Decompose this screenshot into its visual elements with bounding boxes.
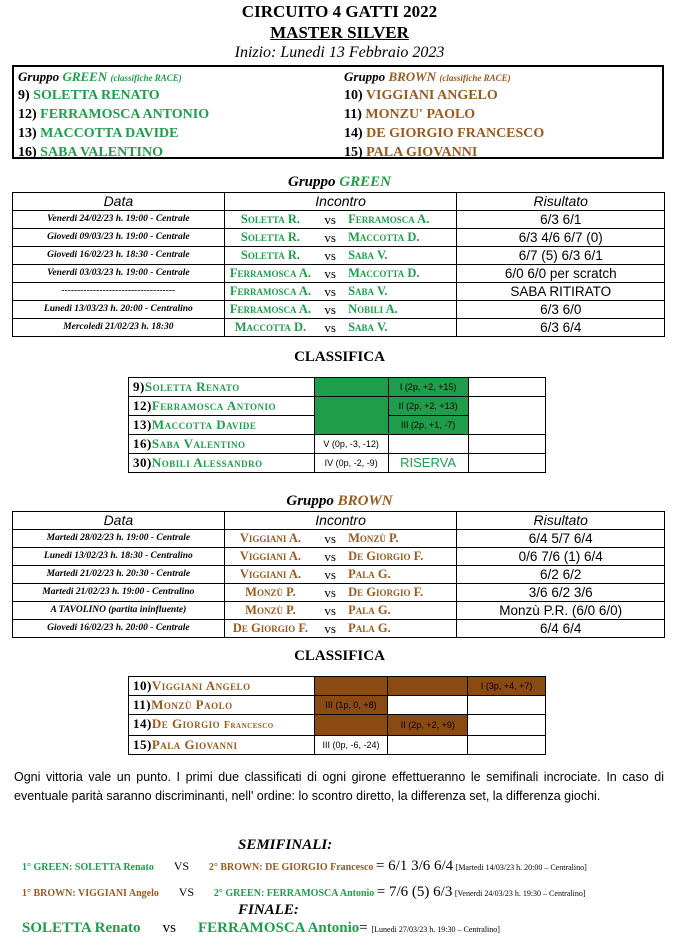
semifinal-player2: 2° BROWN: DE GIORGIO Francesco bbox=[208, 862, 374, 873]
semifinal-row bbox=[22, 858, 587, 875]
match-player1: Soletta R. bbox=[224, 247, 316, 265]
standing-name: Pala Giovanni bbox=[151, 737, 238, 752]
group-green-heading bbox=[18, 67, 209, 86]
match-player1: Monzù P. bbox=[224, 602, 316, 620]
group-note: (classifiche RACE) bbox=[439, 73, 511, 83]
match-player2: Saba V. bbox=[344, 319, 457, 337]
standing-rank: II (2p, +2, +13) bbox=[388, 397, 468, 416]
result-cell bbox=[388, 696, 468, 715]
match-row bbox=[13, 530, 665, 548]
group-player bbox=[18, 86, 209, 105]
match-row bbox=[13, 566, 665, 584]
standing-seed: 10) bbox=[133, 678, 152, 693]
match-date: Lunedi 13/02/23 h. 18:30 - Centralino bbox=[13, 548, 225, 566]
group-green-column bbox=[18, 67, 209, 162]
semifinal-player2: 2° GREEN: FERRAMOSCA Antonio bbox=[213, 888, 375, 899]
match-player1: Viggiani A. bbox=[224, 530, 316, 548]
match-player2: Pala G. bbox=[344, 620, 457, 638]
result-cell bbox=[314, 397, 388, 435]
match-row bbox=[13, 620, 665, 638]
standing-seed: 13) bbox=[133, 417, 152, 432]
match-vs: vs bbox=[316, 602, 344, 620]
standing-player bbox=[129, 416, 315, 435]
result-cell bbox=[388, 435, 468, 454]
final-score: = bbox=[359, 920, 368, 936]
group-name: GREEN bbox=[62, 69, 108, 84]
match-date: Mercoledi 21/02/23 h. 18:30 bbox=[13, 319, 225, 337]
standing-player bbox=[129, 715, 315, 736]
match-player2: De Giorgio F. bbox=[344, 584, 457, 602]
semifinal-score: = 6/1 3/6 6/4 bbox=[375, 858, 454, 874]
standing-rank: III (0p, -6, -24) bbox=[314, 736, 388, 755]
standing-seed: 12) bbox=[133, 398, 152, 413]
match-vs: vs bbox=[316, 620, 344, 638]
group-name: BROWN bbox=[388, 69, 437, 84]
group-brown-heading bbox=[344, 67, 544, 86]
match-vs: vs bbox=[316, 283, 344, 301]
standing-name-small: Francesco bbox=[223, 720, 274, 731]
match-result: 6/7 (5) 6/3 6/1 bbox=[457, 247, 665, 265]
match-player2: Maccotta D. bbox=[344, 265, 457, 283]
semifinal-player1: 1° BROWN: VIGGIANI Angelo bbox=[22, 888, 159, 899]
match-result: Monzù P.R. (6/0 6/0) bbox=[457, 602, 665, 620]
standing-player bbox=[129, 397, 315, 416]
header-date: Data bbox=[13, 512, 225, 530]
final-player1: SOLETTA Renato bbox=[22, 920, 141, 936]
match-date: ------------------------------------ bbox=[13, 283, 225, 301]
group-player bbox=[18, 105, 209, 124]
match-date: Giovedi 16/02/23 h. 20:00 - Centrale bbox=[13, 620, 225, 638]
green-standings-table bbox=[128, 377, 546, 473]
match-player1: Ferramosca A. bbox=[224, 283, 316, 301]
match-player2: De Giorgio F. bbox=[344, 548, 457, 566]
standing-rank: II (2p, +2, +9) bbox=[388, 715, 468, 736]
match-result: 6/3 6/1 bbox=[457, 211, 665, 229]
match-result: 6/4 6/4 bbox=[457, 620, 665, 638]
match-result: 0/6 7/6 (1) 6/4 bbox=[457, 548, 665, 566]
player-name: MONZU' PAOLO bbox=[365, 107, 476, 122]
match-vs: vs bbox=[316, 530, 344, 548]
standing-seed: 11) bbox=[133, 697, 152, 712]
green-section-title bbox=[0, 174, 679, 191]
match-date: Giovedi 09/03/23 h. 19:00 - Centrale bbox=[13, 229, 225, 247]
standing-seed: 30) bbox=[133, 455, 152, 470]
standing-player bbox=[129, 736, 315, 755]
brown-standings-table bbox=[128, 676, 546, 755]
result-cell bbox=[468, 435, 545, 454]
player-seed: 16) bbox=[18, 145, 37, 160]
standing-name: Maccotta Davide bbox=[151, 417, 257, 432]
brown-standings-title: CLASSIFICA bbox=[294, 648, 385, 664]
result-cell bbox=[314, 677, 388, 696]
standing-row bbox=[129, 435, 546, 454]
semifinals-title: SEMIFINALI: bbox=[238, 837, 333, 853]
section-prefix: Gruppo bbox=[286, 493, 334, 509]
group-player bbox=[18, 143, 209, 162]
page-title: CIRCUITO 4 GATTI 2022 bbox=[241, 2, 438, 21]
match-player2: Monzù P. bbox=[344, 530, 457, 548]
match-player1: Ferramosca A. bbox=[224, 301, 316, 319]
match-player1: Soletta R. bbox=[224, 211, 316, 229]
match-date: Martedi 21/02/23 h. 20:30 - Centrale bbox=[13, 566, 225, 584]
match-date: Venerdi 03/03/23 h. 19:00 - Centrale bbox=[13, 265, 225, 283]
match-row bbox=[13, 602, 665, 620]
match-row bbox=[13, 584, 665, 602]
result-cell bbox=[468, 397, 545, 435]
match-row bbox=[13, 229, 665, 247]
match-player2: Nobili A. bbox=[344, 301, 457, 319]
match-row bbox=[13, 265, 665, 283]
standing-name: Viggiani Angelo bbox=[151, 678, 251, 693]
result-cell bbox=[468, 715, 546, 736]
semifinal-row bbox=[22, 884, 586, 901]
match-player2: Saba V. bbox=[344, 247, 457, 265]
match-result: 6/3 6/0 bbox=[457, 301, 665, 319]
header-result: Risultato bbox=[457, 512, 665, 530]
standing-rank: V (0p, -3, -12) bbox=[314, 435, 388, 454]
standing-row bbox=[129, 677, 546, 696]
standing-rank: I (3p, +4, +7) bbox=[468, 677, 546, 696]
standing-name: De Giorgio bbox=[151, 716, 221, 731]
final-note: [Lunedi 27/03/23 h. 19:30 – Centralino] bbox=[371, 925, 500, 934]
match-player1: Maccotta D. bbox=[224, 319, 316, 337]
match-vs: vs bbox=[316, 319, 344, 337]
player-name: SOLETTA RENATO bbox=[33, 88, 160, 103]
match-player1: Viggiani A. bbox=[224, 548, 316, 566]
match-row bbox=[13, 283, 665, 301]
match-player2: Pala G. bbox=[344, 602, 457, 620]
standing-seed: 14) bbox=[133, 716, 152, 731]
match-result: 6/4 5/7 6/4 bbox=[457, 530, 665, 548]
semifinal-vs: VS bbox=[178, 885, 195, 899]
standing-rank: III (2p, +1, -7) bbox=[388, 416, 468, 435]
match-vs: vs bbox=[316, 566, 344, 584]
match-date: Martedi 21/02/23 h. 19:00 - Centralino bbox=[13, 584, 225, 602]
header-match: Incontro bbox=[224, 193, 457, 211]
standing-name: Soletta Renato bbox=[144, 379, 240, 394]
rules-text: Ogni vittoria vale un punto. I primi due classificati di ogni girone effettueranno le semifinali incrociate. In caso di eventuale parità saranno discriminanti, nell' ordine: lo scontro diretto, la differenza set, la differenza giochi. bbox=[14, 770, 664, 803]
match-result: 6/2 6/2 bbox=[457, 566, 665, 584]
start-date: Inizio: Lunedi 13 Febbraio 2023 bbox=[234, 44, 445, 61]
standing-rank: IV (0p, -2, -9) bbox=[314, 454, 388, 473]
result-cell bbox=[468, 696, 546, 715]
match-date: Venerdi 24/02/23 h. 19:00 - Centrale bbox=[13, 211, 225, 229]
match-player1: Monzù P. bbox=[224, 584, 316, 602]
player-seed: 12) bbox=[18, 107, 37, 122]
table-header-row bbox=[13, 512, 665, 530]
group-player bbox=[344, 124, 544, 143]
match-date: Martedi 28/02/23 h. 19:00 - Centrale bbox=[13, 530, 225, 548]
player-name: VIGGIANI ANGELO bbox=[365, 88, 498, 103]
standing-player bbox=[129, 435, 315, 454]
header-result: Risultato bbox=[457, 193, 665, 211]
final-vs: vs bbox=[162, 920, 176, 936]
standing-row bbox=[129, 736, 546, 755]
standing-rank: I (2p, +2, +15) bbox=[388, 378, 468, 397]
green-matches-table bbox=[12, 192, 665, 337]
player-seed: 9) bbox=[18, 88, 30, 103]
standing-player bbox=[129, 696, 315, 715]
standing-player bbox=[129, 378, 315, 397]
standing-player bbox=[129, 677, 315, 696]
standing-player bbox=[129, 454, 315, 473]
header-date: Data bbox=[13, 193, 225, 211]
match-player2: Pala G. bbox=[344, 566, 457, 584]
player-name: MACCOTTA DAVIDE bbox=[40, 126, 179, 141]
result-cell bbox=[388, 736, 468, 755]
match-player1: Viggiani A. bbox=[224, 566, 316, 584]
standing-seed: 15) bbox=[133, 737, 152, 752]
result-cell bbox=[468, 736, 546, 755]
result-cell bbox=[314, 715, 388, 736]
match-date: A TAVOLINO (partita ininfluente) bbox=[13, 602, 225, 620]
player-seed: 10) bbox=[344, 88, 363, 103]
final-player2: FERRAMOSCA Antonio bbox=[198, 920, 360, 936]
page-subtitle: MASTER SILVER bbox=[270, 23, 409, 42]
standing-row bbox=[129, 378, 546, 397]
standing-name: Nobili Alessandro bbox=[151, 455, 263, 470]
match-player1: Ferramosca A. bbox=[224, 265, 316, 283]
group-label: Gruppo bbox=[18, 69, 60, 84]
green-standings-title: CLASSIFICA bbox=[294, 349, 385, 365]
group-player bbox=[344, 86, 544, 105]
match-vs: vs bbox=[316, 584, 344, 602]
group-player bbox=[344, 105, 544, 124]
standing-row bbox=[129, 397, 546, 416]
standing-row bbox=[129, 454, 546, 473]
result-cell bbox=[468, 454, 545, 473]
final-row bbox=[22, 920, 500, 937]
match-result: 6/3 6/4 bbox=[457, 319, 665, 337]
match-player1: Soletta R. bbox=[224, 229, 316, 247]
brown-section-title bbox=[0, 493, 679, 510]
match-vs: vs bbox=[316, 301, 344, 319]
match-row bbox=[13, 319, 665, 337]
player-seed: 15) bbox=[344, 145, 363, 160]
final-title: FINALE: bbox=[238, 902, 299, 918]
group-note: (classifiche RACE) bbox=[110, 73, 182, 83]
match-player2: Ferramosca A. bbox=[344, 211, 457, 229]
standing-row bbox=[129, 696, 546, 715]
match-row bbox=[13, 301, 665, 319]
match-result: 6/0 6/0 per scratch bbox=[457, 265, 665, 283]
table-header-row bbox=[13, 193, 665, 211]
player-name: PALA GIOVANNI bbox=[366, 145, 478, 160]
standing-row bbox=[129, 715, 546, 736]
semifinal-note: [Venerdi 24/03/23 h. 19:30 – Centralino] bbox=[454, 889, 586, 898]
group-label: Gruppo bbox=[344, 69, 386, 84]
result-cell bbox=[468, 378, 545, 397]
match-player2: Saba V. bbox=[344, 283, 457, 301]
match-row bbox=[13, 211, 665, 229]
semifinal-player1: 1° GREEN: SOLETTA Renato bbox=[22, 862, 154, 873]
match-date: Giovedi 16/02/23 h. 18:30 - Centrale bbox=[13, 247, 225, 265]
group-brown-column bbox=[344, 67, 544, 162]
match-player2: Maccotta D. bbox=[344, 229, 457, 247]
match-result: 3/6 6/2 3/6 bbox=[457, 584, 665, 602]
match-row bbox=[13, 548, 665, 566]
section-prefix: Gruppo bbox=[288, 174, 336, 190]
match-row bbox=[13, 247, 665, 265]
standing-reserve: RISERVA bbox=[388, 454, 468, 473]
match-result: 6/3 4/6 6/7 (0) bbox=[457, 229, 665, 247]
group-player bbox=[18, 124, 209, 143]
match-vs: vs bbox=[316, 265, 344, 283]
match-date: Lunedi 13/03/23 h. 20:00 - Centralino bbox=[13, 301, 225, 319]
player-name: SABA VALENTINO bbox=[40, 145, 163, 160]
standing-name: Monzù Paolo bbox=[151, 697, 233, 712]
match-vs: vs bbox=[316, 548, 344, 566]
semifinal-score: = 7/6 (5) 6/3 bbox=[376, 884, 453, 900]
semifinal-note: [Martedi 14/03/23 h. 20:00 – Centralino] bbox=[455, 863, 587, 872]
match-vs: vs bbox=[316, 211, 344, 229]
result-cell bbox=[314, 378, 388, 397]
standing-seed: 16) bbox=[133, 436, 152, 451]
match-player1: De Giorgio F. bbox=[224, 620, 316, 638]
section-name: BROWN bbox=[337, 493, 393, 509]
match-vs: vs bbox=[316, 229, 344, 247]
section-name: GREEN bbox=[339, 174, 391, 190]
match-vs: vs bbox=[316, 247, 344, 265]
match-result: SABA RITIRATO bbox=[457, 283, 665, 301]
player-seed: 14) bbox=[344, 126, 363, 141]
player-seed: 13) bbox=[18, 126, 37, 141]
standing-rank: III (1p, 0, +8) bbox=[314, 696, 388, 715]
header-match: Incontro bbox=[224, 512, 457, 530]
standing-name: Saba Valentino bbox=[151, 436, 246, 451]
groups-box bbox=[12, 65, 664, 159]
brown-matches-table bbox=[12, 511, 665, 638]
standing-name: Ferramosca Antonio bbox=[151, 398, 277, 413]
group-player bbox=[344, 143, 544, 162]
result-cell bbox=[388, 677, 468, 696]
semifinal-vs: VS bbox=[173, 859, 190, 873]
player-seed: 11) bbox=[344, 107, 362, 122]
standing-seed: 9) bbox=[133, 379, 145, 394]
player-name: DE GIORGIO FRANCESCO bbox=[366, 126, 545, 141]
player-name: FERRAMOSCA ANTONIO bbox=[40, 107, 210, 122]
